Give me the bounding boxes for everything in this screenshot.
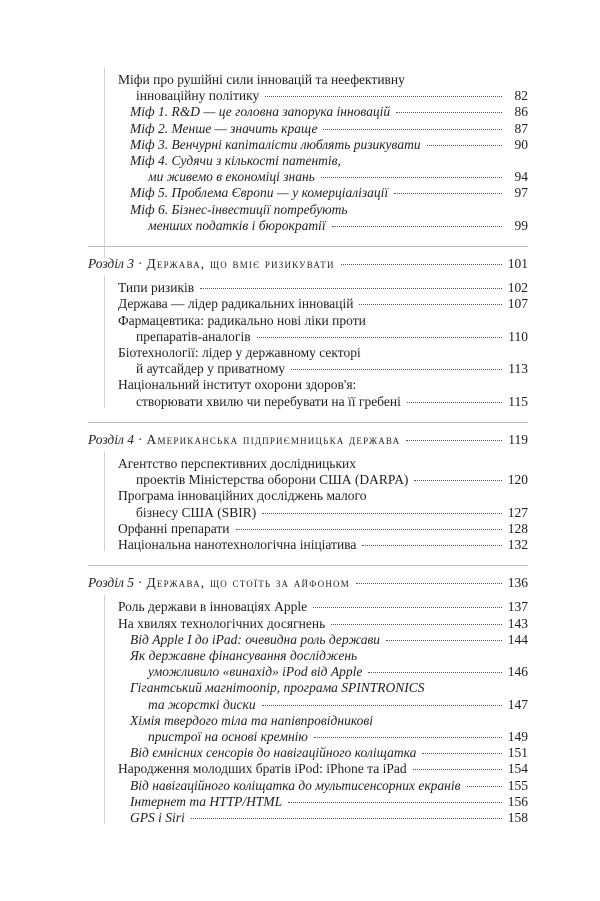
chapter-divider [88, 565, 528, 566]
toc-page-number: 127 [507, 504, 528, 520]
toc-entry-title: Народження молодших братів iPod: iPhone та iPad [118, 761, 407, 777]
toc-entry-line [118, 537, 528, 553]
toc-entry-line [118, 599, 528, 615]
toc-entry-line [148, 697, 528, 713]
chapter-heading [88, 575, 528, 591]
toc-entry-title: Міфи про рушійні сили інновацій та неефективну [118, 72, 405, 87]
toc-page-number: 86 [514, 104, 528, 120]
leader-dots [394, 193, 502, 194]
chapter-title: Американська підприємницька держава [146, 431, 401, 447]
toc-page-number: 110 [508, 328, 528, 344]
toc-page-number: 97 [514, 185, 528, 201]
toc-entry-title: Від ємнісних сенсорів до навігаційного коліщатка [130, 745, 417, 761]
toc-entry-line [118, 296, 528, 312]
toc-entry-line [118, 280, 528, 296]
chapter-label: Розділ 3 [88, 256, 135, 271]
toc-page-number: 128 [507, 520, 528, 536]
leader-dots [257, 337, 502, 338]
chapter-heading [88, 432, 528, 448]
toc-entry-line [136, 329, 528, 345]
toc-entry-title: Біотехнології: лідер у державному секторі [118, 345, 361, 360]
chapter-separator: · [138, 575, 143, 591]
toc-entry-line [136, 361, 528, 377]
toc-entry-line [118, 313, 366, 329]
leader-dots [467, 786, 502, 787]
toc-entry-line [148, 729, 528, 745]
toc-entry-title: й аутсайдер у приватному [136, 361, 286, 377]
toc-entry-title: Національна нанотехнологічна ініціатива [118, 537, 357, 552]
leader-dots [291, 369, 502, 370]
toc-page-number: 147 [507, 696, 528, 712]
toc-page-number: 107 [507, 296, 528, 312]
leader-dots [200, 288, 502, 289]
toc-page-number: 87 [514, 120, 528, 136]
toc-entry-line [130, 153, 341, 169]
chapter-page-number: 136 [507, 575, 528, 591]
toc-entry-title: ми живемо в економіці знань [148, 169, 315, 185]
chapter-title: Держава, що вміє ризикувати [146, 256, 335, 271]
toc-entry-title: інноваційну політику [136, 88, 260, 104]
toc-entry-title: Агентство перспективних дослідницьких [118, 456, 356, 471]
toc-entry-line [136, 505, 528, 521]
leader-dots [288, 802, 502, 803]
toc-entry-title: Програма інноваційних досліджень малого [118, 488, 367, 504]
toc-entry-title: Інтернет та HTTP/HTML [130, 793, 283, 809]
toc-entry-line [118, 72, 405, 88]
toc-entry-line [118, 345, 361, 361]
toc-page-number: 132 [507, 537, 528, 552]
leader-dots [236, 529, 502, 530]
toc-entry-title: створювати хвилю чи перебувати на її гребені [136, 393, 401, 409]
toc-entry-title: Фармацевтика: радикально нові ліки проти [118, 312, 366, 328]
leader-dots [262, 705, 502, 706]
toc-page-number: 137 [507, 599, 528, 615]
leader-dots [323, 129, 502, 130]
toc-page-number: 156 [507, 793, 528, 809]
toc-entry-line [118, 377, 356, 393]
toc-entry-title: уможливило «винахід» iPod від Apple [148, 664, 363, 680]
toc-entry-title: Від навігаційного коліщатка до мультисенсорних екранів [130, 777, 461, 793]
toc-entry-title: Як державне фінансування досліджень [130, 648, 358, 663]
toc-entry-line [148, 664, 528, 680]
leader-dots [396, 112, 502, 113]
toc-page-number: 113 [508, 361, 528, 377]
leader-dots [321, 177, 502, 178]
toc-entry-title: Від Apple I до iPad: очевидна роль держави [130, 631, 381, 647]
toc-entry-title: Національний інститут охорони здоров'я: [118, 377, 357, 393]
toc-entry-title: бізнесу США (SBIR) [136, 504, 257, 520]
chapter-divider [88, 246, 528, 247]
leader-dots [406, 440, 502, 441]
toc-entry-title: Типи ризиків [118, 280, 195, 296]
toc-entry-line [136, 472, 528, 488]
toc-page-number: 102 [507, 280, 528, 296]
toc-page-number: 120 [507, 472, 528, 488]
leader-dots [341, 264, 502, 265]
toc-entry-line [130, 648, 357, 664]
leader-dots [332, 226, 502, 227]
toc-page-number: 99 [514, 217, 528, 233]
toc-page-number: 82 [514, 88, 528, 104]
toc-entry-line [130, 121, 528, 137]
toc-entry-title: GPS і Siri [130, 810, 185, 825]
toc-page-number: 115 [508, 393, 528, 409]
intro-entries-bar [104, 68, 105, 258]
leader-dots [427, 145, 502, 146]
toc-entry-title: На хвилях технологічних досягнень [118, 615, 326, 631]
toc-page-number: 90 [514, 136, 528, 152]
toc-entry-line [130, 104, 528, 120]
toc-entry-line [118, 616, 528, 632]
chapter-separator: · [138, 431, 143, 447]
leader-dots [422, 753, 501, 754]
toc-entry-line [118, 521, 528, 537]
leader-dots [386, 640, 502, 641]
toc-page-number: 151 [507, 745, 528, 761]
toc-entry-line [130, 713, 373, 729]
toc-entry-line [130, 137, 528, 153]
toc-entry-line [130, 185, 528, 201]
chapter-entries-bar [104, 595, 105, 824]
toc-entry-title: Міф 6. Бізнес-інвестиції потребують [130, 201, 348, 217]
toc-entry-title: менших податків і бюрократії [148, 217, 326, 233]
toc-page-number: 146 [507, 664, 528, 680]
leader-dots [331, 624, 502, 625]
toc-entry-title: Держава — лідер радикальних інновацій [118, 296, 354, 312]
chapter-label: Розділ 4 [88, 431, 135, 447]
toc-entry-title: та жорсткі диски [148, 696, 256, 712]
chapter-page-number: 101 [507, 256, 528, 271]
toc-entry-title: Орфанні препарати [118, 520, 230, 536]
toc-entry-title: Міф 3. Венчурні капіталісти люблять ризикувати [130, 136, 421, 152]
toc-entry-title: Роль держави в інноваціях Apple [118, 599, 308, 615]
toc-entry-title: Гігантський магнітоопір, програма SPINTRONICS [130, 680, 425, 696]
toc-page-number: 154 [507, 761, 528, 777]
toc-page-number: 149 [507, 729, 528, 744]
toc-entry-line [136, 394, 528, 410]
leader-dots [407, 402, 502, 403]
toc-entry-line [118, 761, 528, 777]
chapter-label: Розділ 5 [88, 575, 135, 591]
leader-dots [265, 96, 502, 97]
toc-page-number: 94 [514, 169, 528, 185]
chapter-separator: · [138, 256, 143, 271]
toc-page-number: 143 [507, 615, 528, 631]
toc-entry-title: проектів Міністерства оборони США (DARPA) [136, 472, 409, 488]
toc-entry-line [136, 88, 528, 104]
toc-entry-line [130, 680, 425, 696]
toc-entry-title: Хімія твердого тіла та напівпровідникові [130, 712, 373, 728]
leader-dots [191, 818, 502, 819]
leader-dots [368, 672, 501, 673]
toc-entry-title: Міф 1. R&D — це головна запорука інновацій [130, 104, 391, 120]
toc-entry-line [130, 810, 528, 826]
toc-entry-title: Міф 2. Менше — значить краще [130, 120, 318, 136]
toc-page-number: 155 [507, 777, 528, 793]
leader-dots [362, 545, 501, 546]
toc-entry-line [130, 632, 528, 648]
toc-entry-title: Міф 5. Проблема Європи — у комерціалізації [130, 185, 389, 201]
chapter-heading [88, 256, 528, 272]
leader-dots [356, 583, 502, 584]
toc-page-number: 144 [507, 631, 528, 647]
chapter-entries-bar [104, 452, 105, 551]
chapter-page-number: 119 [508, 431, 528, 447]
toc-page-number: 158 [507, 810, 528, 825]
leader-dots [313, 607, 502, 608]
toc-entry-line [118, 488, 366, 504]
chapter-title: Держава, що стоїть за айфоном [146, 575, 350, 591]
leader-dots [262, 513, 502, 514]
toc-entry-title: пристрої на основі кремнію [148, 729, 308, 744]
chapter-entries-bar [104, 276, 105, 408]
toc-entry-line [118, 456, 356, 472]
leader-dots [359, 304, 501, 305]
toc-entry-title: препаратів-аналогів [136, 328, 251, 344]
leader-dots [414, 480, 501, 481]
toc-entry-line [130, 202, 348, 218]
toc-entry-line [148, 169, 528, 185]
toc-entry-line [130, 745, 528, 761]
chapter-divider [88, 422, 528, 423]
toc-entry-line [130, 794, 528, 810]
leader-dots [314, 737, 502, 738]
toc-entry-line [148, 218, 528, 234]
leader-dots [413, 769, 502, 770]
toc-entry-title: Міф 4. Судячи з кількості патентів, [130, 153, 341, 168]
toc-entry-line [130, 778, 528, 794]
